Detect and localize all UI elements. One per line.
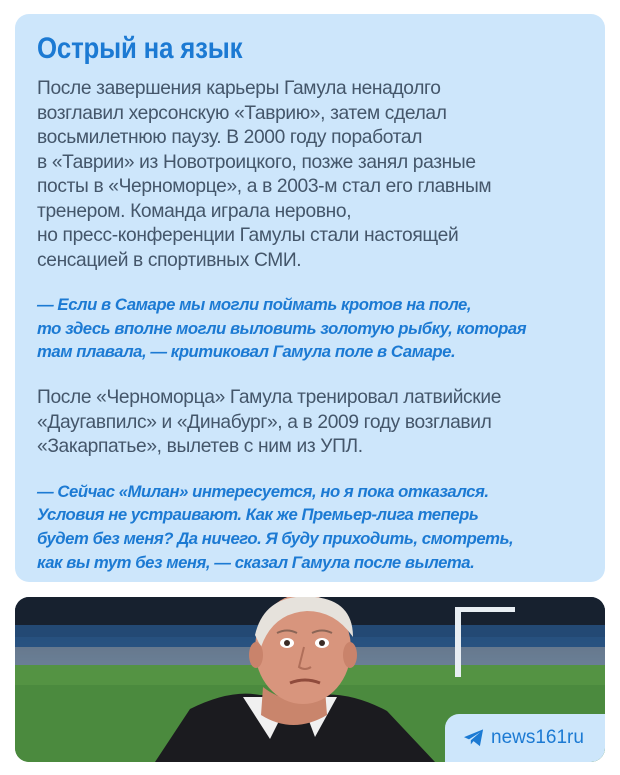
quote-line: — Если в Самаре мы могли поймать кротов на поле, (37, 295, 472, 314)
text-line: сенсацией в спортивных СМИ. (37, 249, 302, 271)
quote-line: то здесь вполне могли выловить золотую рыбку, которая (37, 318, 527, 338)
text-line: посты в «Черноморце», а в 2003-м стал его главным (37, 176, 492, 197)
text-line: После завершения карьеры Гамула ненадолго (37, 78, 441, 99)
paragraph-career (37, 77, 583, 273)
article-card (15, 14, 605, 582)
brand-name: news161ru (491, 727, 584, 748)
text-line: но пресс-конференции Гамулы стали настоящей (37, 225, 459, 246)
quote-line: там плавала, — критиковал Гамула поле в Самаре. (37, 342, 456, 362)
quote-line: как вы тут без меня, — сказал Гамула после вылета. (37, 552, 475, 572)
quote-milan (37, 480, 583, 575)
quote-line: будет без меня? Да ничего. Я буду приходить, смотреть, (37, 529, 514, 549)
text-line: «Даугавпилс» и «Динабург», а в 2009 году возглавил (37, 411, 492, 433)
text-line: восьмилетнюю паузу. В 2000 году поработал (37, 127, 423, 148)
text-line: возглавил херсонскую «Таврию», затем сделал (37, 102, 447, 124)
text-line: После «Черноморца» Гамула тренировал латвийские (37, 387, 502, 409)
quote-line: — Сейчас «Милан» интересуется, но я пока отказался. (37, 481, 489, 501)
telegram-icon (463, 728, 485, 748)
quote-samara (37, 293, 583, 364)
quote-line: Условия не устраивают. Как же Премьер-лига теперь (37, 505, 479, 525)
paragraph-later-career (37, 386, 583, 460)
text-line: тренером. Команда играла неровно, (37, 200, 352, 222)
text-line: «Закарпатье», вылетев с ним из УПЛ. (37, 436, 363, 458)
article-title: Острый на язык (37, 32, 243, 65)
text-line: в «Таврии» из Новотроицкого, позже занял разные (37, 151, 476, 173)
brand-badge (445, 714, 605, 762)
